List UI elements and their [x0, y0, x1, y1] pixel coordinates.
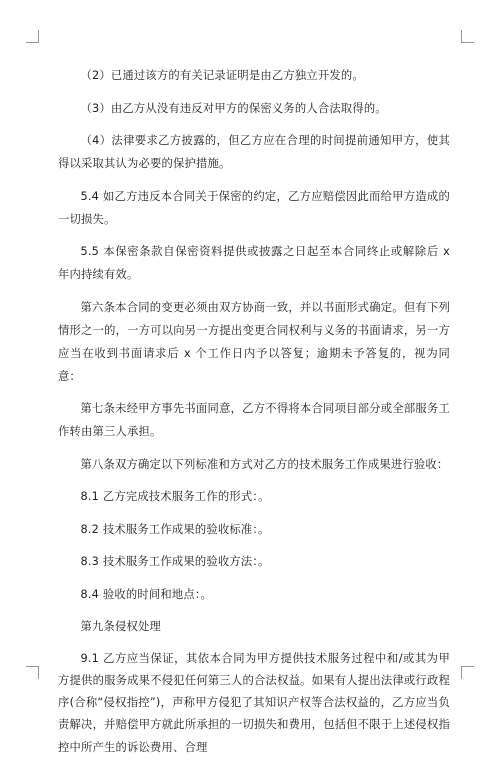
crop-mark-bottom-right — [461, 666, 474, 679]
crop-mark-top-left — [26, 30, 39, 43]
paragraph-5-4: 5.4 如乙方违反本合同关于保密的约定，乙方应赔偿因此而给甲方造成的一切损失。 — [58, 189, 450, 226]
paragraph-clause-3: （3）由乙方从没有违反对甲方的保密义务的人合法取得的。 — [80, 101, 387, 115]
paragraph-5-5: 5.5 本保密条款自保密资料提供或披露之日起至本合同终止或解除后 x 年内持续有效。 — [58, 245, 450, 281]
paragraph-9-1: 9.1 乙方应当保证，其依本合同为甲方提供技术服务过程中和/或其为甲方提供的服务成果不侵犯任何第三人的合法权益。如果有人提出法律或行政程序(合称“侵权指控”)，声称甲方侵犯了其知识产权等合法权益的，乙方应当负责解决，并赔偿甲方就此所承担的一切损失和费用，包括但不限于上述侵权指控中所产生的诉讼费用、合理 — [58, 651, 450, 754]
paragraph-article-6: 第六条本合同的变更必须由双方协商一致，并以书面形式确定。但有下列情形之一的，一方可以向另一方提出变更合同权利与义务的书面请求，另一方应当在收到书面请求后 x 个工作日内予以答复；逾期未予答复的，视为同意： — [58, 300, 450, 383]
paragraph-article-8: 第八条双方确定以下列标准和方式对乙方的技术服务工作成果进行验收： — [80, 457, 449, 471]
paragraph-8-1: 8.1 乙方完成技术服务工作的形式：。 — [80, 490, 270, 503]
paragraph-article-7: 第七条未经甲方事先书面同意，乙方不得将本合同项目部分或全部服务工作转由第三人承担。 — [58, 402, 450, 438]
paragraph-article-9-heading: 第九条侵权处理 — [80, 620, 161, 633]
paragraph-clause-4: （4）法律要求乙方披露的，但乙方应在合理的时间提前通知甲方，使其得以采取其认为必要的保护措施。 — [58, 134, 450, 170]
crop-mark-top-right — [461, 30, 474, 43]
crop-mark-bottom-left — [26, 666, 39, 679]
paragraph-8-2: 8.2 技术服务工作成果的验收标准：。 — [80, 522, 270, 536]
paragraph-8-3: 8.3 技术服务工作成果的验收方法：。 — [80, 555, 270, 568]
paragraph-8-4: 8.4 验收的时间和地点：。 — [80, 587, 213, 601]
paragraph-clause-2: （2）已通过该方的有关记录证明是由乙方独立开发的。 — [80, 69, 364, 82]
document-body — [58, 64, 450, 768]
